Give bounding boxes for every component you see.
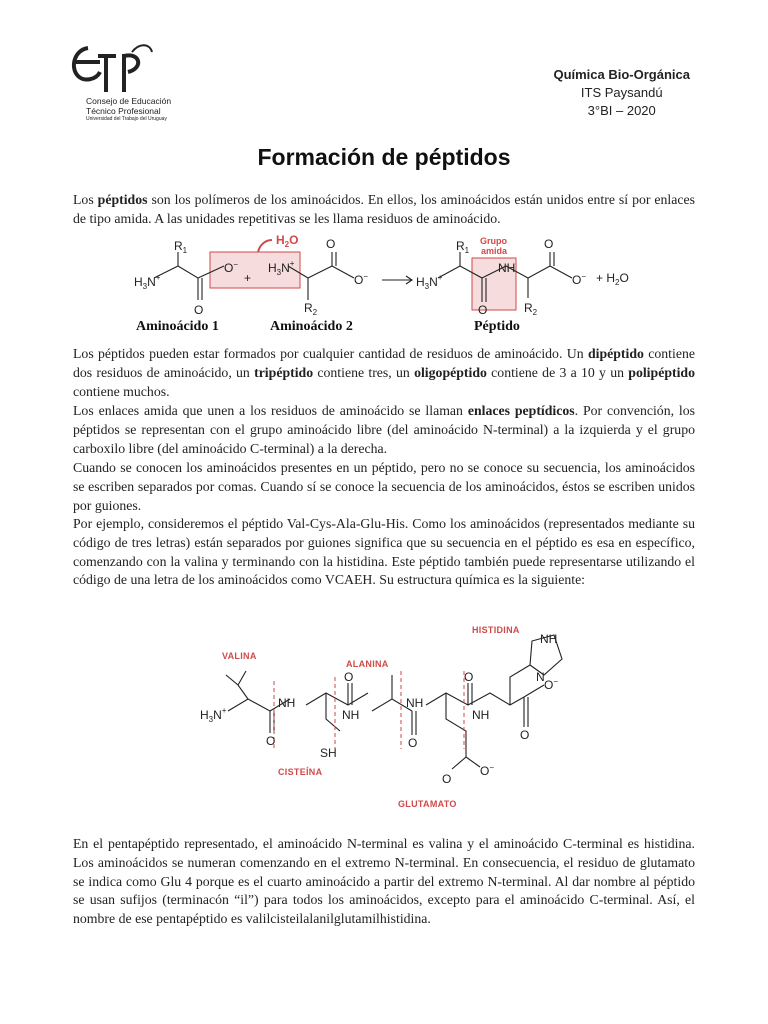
course-header bbox=[553, 66, 690, 120]
water-arrow bbox=[258, 240, 272, 252]
group-label-2: amida bbox=[481, 246, 508, 256]
logo-org-line1: Consejo de Educación bbox=[86, 96, 172, 106]
nh-label-1: NH bbox=[278, 696, 296, 710]
term-dipeptido: dipéptido bbox=[587, 346, 644, 361]
plus-h2o: + $H_2O$ bbox=[596, 271, 629, 287]
o-minus-label-2: O− bbox=[354, 272, 369, 287]
para2-text-3: contiene tres, un bbox=[313, 364, 415, 380]
r2-label-peptide: $R_2$ bbox=[524, 301, 538, 317]
para2-text-1: Los péptidos pueden estar formados por cualquier cantidad de residuos de aminoácido. Un bbox=[73, 346, 588, 361]
h3n-label-2: $H_3N^+$ bbox=[268, 259, 295, 277]
carboxylate-o-minus: O− bbox=[544, 677, 559, 692]
label-cisteina: CISTEÍNA bbox=[278, 767, 323, 777]
para2-text-2: contiene dos residuos de aminoácido, un bbox=[73, 346, 695, 380]
term-polipeptido: polipéptido bbox=[628, 364, 695, 380]
carbonyl-o-2: O bbox=[344, 670, 354, 684]
para2-text-5: contiene muchos. bbox=[73, 383, 170, 399]
o-label-peptide-2: O bbox=[544, 237, 554, 251]
paragraph-example: Por ejemplo, consideremos el péptido Val-Cys-Ala-Glu-His. Como los aminoácidos (representados mediante su código de tres letras) están separados por guiones significa que su secuencia en el péptido es esa en específico, comenzando con la valina y terminando con la histidina. Este péptido también puede representarse utilizando el código de una letra de los aminoácidos como VCAEH. Su estructura química es la siguiente: bbox=[73, 516, 695, 588]
nh-label-peptide: NH bbox=[498, 261, 516, 275]
group-label-1: Grupo bbox=[480, 236, 507, 246]
o-minus-label: O− bbox=[224, 260, 239, 275]
group-year: 3°BI – 2020 bbox=[587, 103, 656, 118]
o-label-peptide: O bbox=[478, 303, 488, 317]
nh-label-3: NH bbox=[406, 696, 424, 710]
intro-text-1: Los bbox=[73, 192, 98, 207]
paragraph-notation: Cuando se conocen los aminoácidos presentes en un péptido, pero no se conoce su secuencia, los aminoácidos se escriben separados por comas. Cuando sí se conoce la secuencia de los aminoácidos, éstos se escriben unidos por guiones. bbox=[73, 460, 695, 513]
logo-org-line2: Técnico Profesional bbox=[86, 106, 161, 116]
o-minus-label-peptide: O− bbox=[572, 272, 587, 287]
para3-text-2: . Por convención, los péptidos se representan con el grupo aminoácido libre (del aminoácido N-terminal) a la izquierda y el grupo carboxilo libre (del aminoácido C-terminal) a la derecha. bbox=[73, 403, 696, 456]
intro-term-peptidos: péptidos bbox=[97, 192, 148, 207]
peptide-formation-diagram bbox=[120, 230, 660, 336]
carbonyl-o-4: O bbox=[464, 670, 474, 684]
h3n-label: $H_3N^+$ bbox=[134, 273, 161, 291]
label-valina: VALINA bbox=[222, 651, 257, 661]
term-enlaces-peptidicos: enlaces peptídicos bbox=[467, 403, 575, 418]
plus-sign: + bbox=[244, 271, 252, 285]
r2-label: $R_2$ bbox=[304, 301, 318, 317]
carbonyl-o-3: O bbox=[408, 736, 418, 750]
course-name: Química Bio-Orgánica bbox=[553, 67, 690, 82]
n-terminal-label: $H_3N^+$ bbox=[200, 706, 227, 724]
r1-label: $R_1$ bbox=[174, 239, 188, 255]
para2-text-4: contiene de 3 a 10 y un bbox=[486, 364, 629, 380]
term-oligopeptido: oligopéptido bbox=[414, 364, 487, 380]
para3-text-1: Los enlaces amida que unen a los residuos de aminoácido se llaman bbox=[73, 403, 468, 418]
h3n-label-peptide: $H_3N^+$ bbox=[416, 273, 443, 291]
paragraph-peptide-sizes bbox=[73, 345, 695, 401]
water-label: $H_2O$ bbox=[276, 233, 299, 249]
o-label: O bbox=[194, 303, 204, 317]
logo-text bbox=[86, 96, 171, 123]
label-alanina: ALANINA bbox=[346, 659, 389, 669]
pentapeptide-structure bbox=[180, 615, 600, 815]
glu-side-o-minus: O− bbox=[480, 763, 495, 778]
term-tripeptido: tripéptido bbox=[254, 364, 314, 380]
intro-text-2: son los polímeros de los aminoácidos. En ellos, los aminoácidos están unidos entre sí por enlaces de tipo amida. A las unidades repetitivas se les llama residuos de aminoácido. bbox=[73, 192, 695, 226]
paragraph-naming: En el pentapéptido representado, el aminoácido N-terminal es valina y el aminoácido C-terminal es histidina. Los aminoácidos se numeran comenzando en el extremo N-terminal. En consecuencia, el residuo de glutamato se indica como Glu 4 porque es el cuarto aminoácido a partir del extremo N-terminal. Al dar nombre al péptido se usan sufijos (terminacón “il”) para todos los aminoácidos, excepto para el aminoácido C-terminal. Así, el nombre de ese pentapéptido es valilcisteilalanilglutamilhistidina. bbox=[73, 836, 695, 927]
caption-aa1: Aminoácido 1 bbox=[136, 319, 219, 334]
sh-label: SH bbox=[320, 746, 337, 760]
carboxyl-o: O bbox=[520, 728, 530, 742]
intro-paragraph bbox=[73, 191, 695, 229]
his-nh-label: NH bbox=[540, 632, 558, 646]
paragraph-peptide-bonds bbox=[73, 402, 695, 458]
glu-side-o: O bbox=[442, 772, 452, 786]
caption-peptide: Péptido bbox=[474, 319, 520, 334]
label-histidina: HISTIDINA bbox=[472, 625, 520, 635]
nh-label-4: NH bbox=[472, 708, 490, 722]
page-title: Formación de péptidos bbox=[257, 144, 511, 170]
logo-org-line3: Universidad del Trabajo del Uruguay bbox=[86, 116, 167, 122]
o-label-2: O bbox=[326, 237, 336, 251]
label-glutamato: GLUTAMATO bbox=[398, 799, 457, 809]
carbonyl-o-1: O bbox=[266, 734, 276, 748]
his-n-label: N bbox=[536, 670, 545, 684]
caption-aa2: Aminoácido 2 bbox=[270, 319, 353, 334]
nh-label-2: NH bbox=[342, 708, 360, 722]
institute-name: ITS Paysandú bbox=[580, 85, 663, 100]
r1-label-peptide: $R_1$ bbox=[456, 239, 470, 255]
